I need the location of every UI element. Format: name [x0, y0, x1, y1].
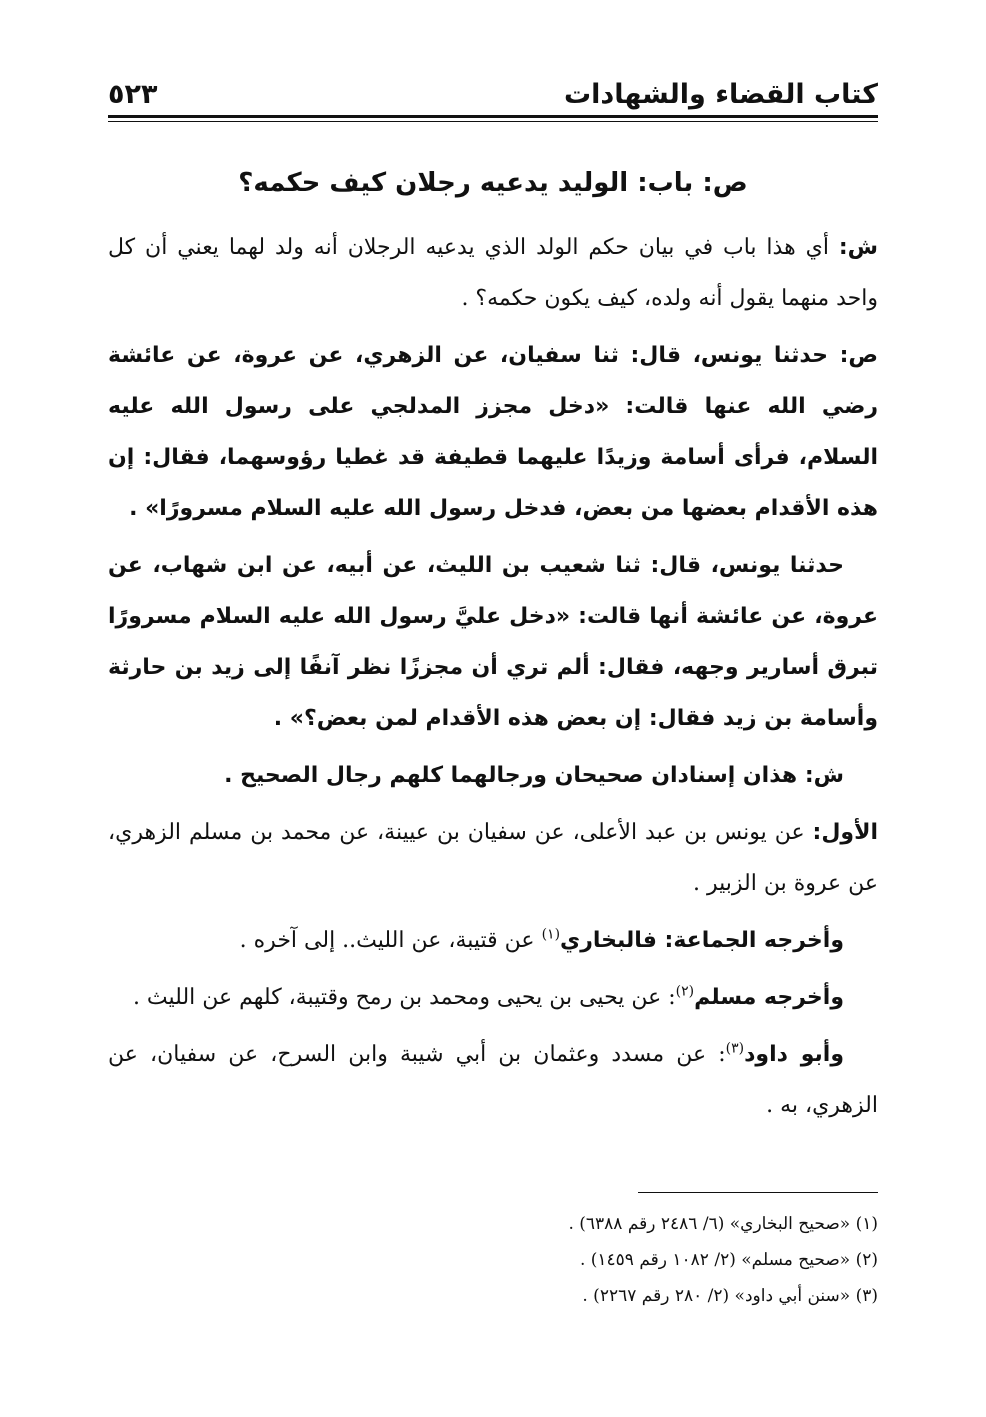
hadith-paragraph [108, 540, 878, 744]
paragraph-text: أي هذا باب في بيان حكم الولد الذي يدعيه الرجلان أنه ولد لهما يعني أن كل واحد منهما يقول أنه ولده، كيف يكون حكمه؟ . [108, 235, 878, 311]
page-number: ٥٢٣ [108, 79, 158, 110]
header-rule-thin [108, 121, 878, 122]
paragraph-lead: ص: [839, 343, 878, 368]
running-header [108, 62, 878, 110]
paragraph-lead: وأبو داود [744, 1042, 844, 1067]
paragraph-text: عن قتيبة، عن الليث.. إلى آخره . [239, 928, 542, 953]
paragraph-lead: الأول: [812, 820, 878, 845]
takhrij-paragraph [108, 972, 878, 1023]
takhrij-paragraph [108, 915, 878, 966]
chapter-heading: ص: باب: الوليد يدعيه رجلان كيف حكمه؟ [238, 168, 748, 198]
footnote: (١) «صحيح البخاري» (٦/ ٢٤٨٦ رقم ٦٣٨٨) . [568, 1214, 878, 1234]
footnote-ref: (٣) [725, 1040, 745, 1057]
footnotes [108, 1206, 878, 1314]
header-rule-thick [108, 115, 878, 118]
main-text [108, 160, 878, 1137]
footnote-separator [638, 1192, 878, 1193]
paragraph-lead: وأخرجه مسلم [694, 985, 844, 1010]
footnote-ref: (٢) [675, 983, 695, 1000]
footnote: (٢) «صحيح مسلم» (٢/ ١٠٨٢ رقم ١٤٥٩) . [579, 1250, 878, 1270]
paragraph-lead: ش: [838, 235, 878, 260]
footnote-ref: (١) [541, 926, 561, 943]
footnote: (٣) «سنن أبي داود» (٢/ ٢٨٠ رقم ٢٢٦٧) . [582, 1286, 878, 1306]
paragraph-text: هذان إسنادان صحيحان ورجالهما كلهم رجال الصحيح . [224, 763, 805, 788]
hadith-paragraph [108, 330, 878, 534]
running-title: كتاب القضاء والشهادات [563, 79, 878, 110]
paragraph-text: عن يونس بن عبد الأعلى، عن سفيان بن عيينة، عن محمد بن مسلم الزهري، عن عروة بن الزبير . [108, 820, 878, 896]
paragraph-lead: وأخرجه الجماعة: فالبخاري [560, 928, 844, 953]
paragraph-text: : عن يحيى بن يحيى ومحمد بن رمح وقتيبة، كلهم عن الليث . [132, 985, 676, 1010]
isnad-paragraph [108, 807, 878, 909]
paragraph-text: : عن مسدد وعثمان بن أبي شيبة وابن السرح، عن سفيان، عن الزهري، به . [108, 1042, 878, 1118]
commentary-paragraph [108, 222, 878, 324]
paragraph-text: حدثنا يونس، قال: ثنا سفيان، عن الزهري، عن عروة، عن عائشة رضي الله عنها قالت: «دخل مجزز المدلجي على رسول الله عليه السلام، فرأى أسامة وزيدًا عليهما قطيفة قد غطيا رؤوسهما، فقال: إن هذه الأقدام بعضها من بعض، فدخل رسول الله عليه السلام مسرورًا» . [108, 343, 878, 521]
paragraph-lead: ش: [804, 763, 844, 788]
paragraph-text: حدثنا يونس، قال: ثنا شعيب بن الليث، عن أبيه، عن ابن شهاب، عن عروة، عن عائشة أنها قالت: «دخل عليَّ رسول الله عليه السلام مسرورًا تبرق أسارير وجهه، فقال: ألم تري أن مجززًا نظر آنفًا إلى زيد بن حارثة وأسامة بن زيد فقال: إن بعض هذه الأقدام لمن بعض؟» . [108, 553, 878, 731]
takhrij-paragraph [108, 1029, 878, 1131]
commentary-paragraph [108, 750, 878, 801]
